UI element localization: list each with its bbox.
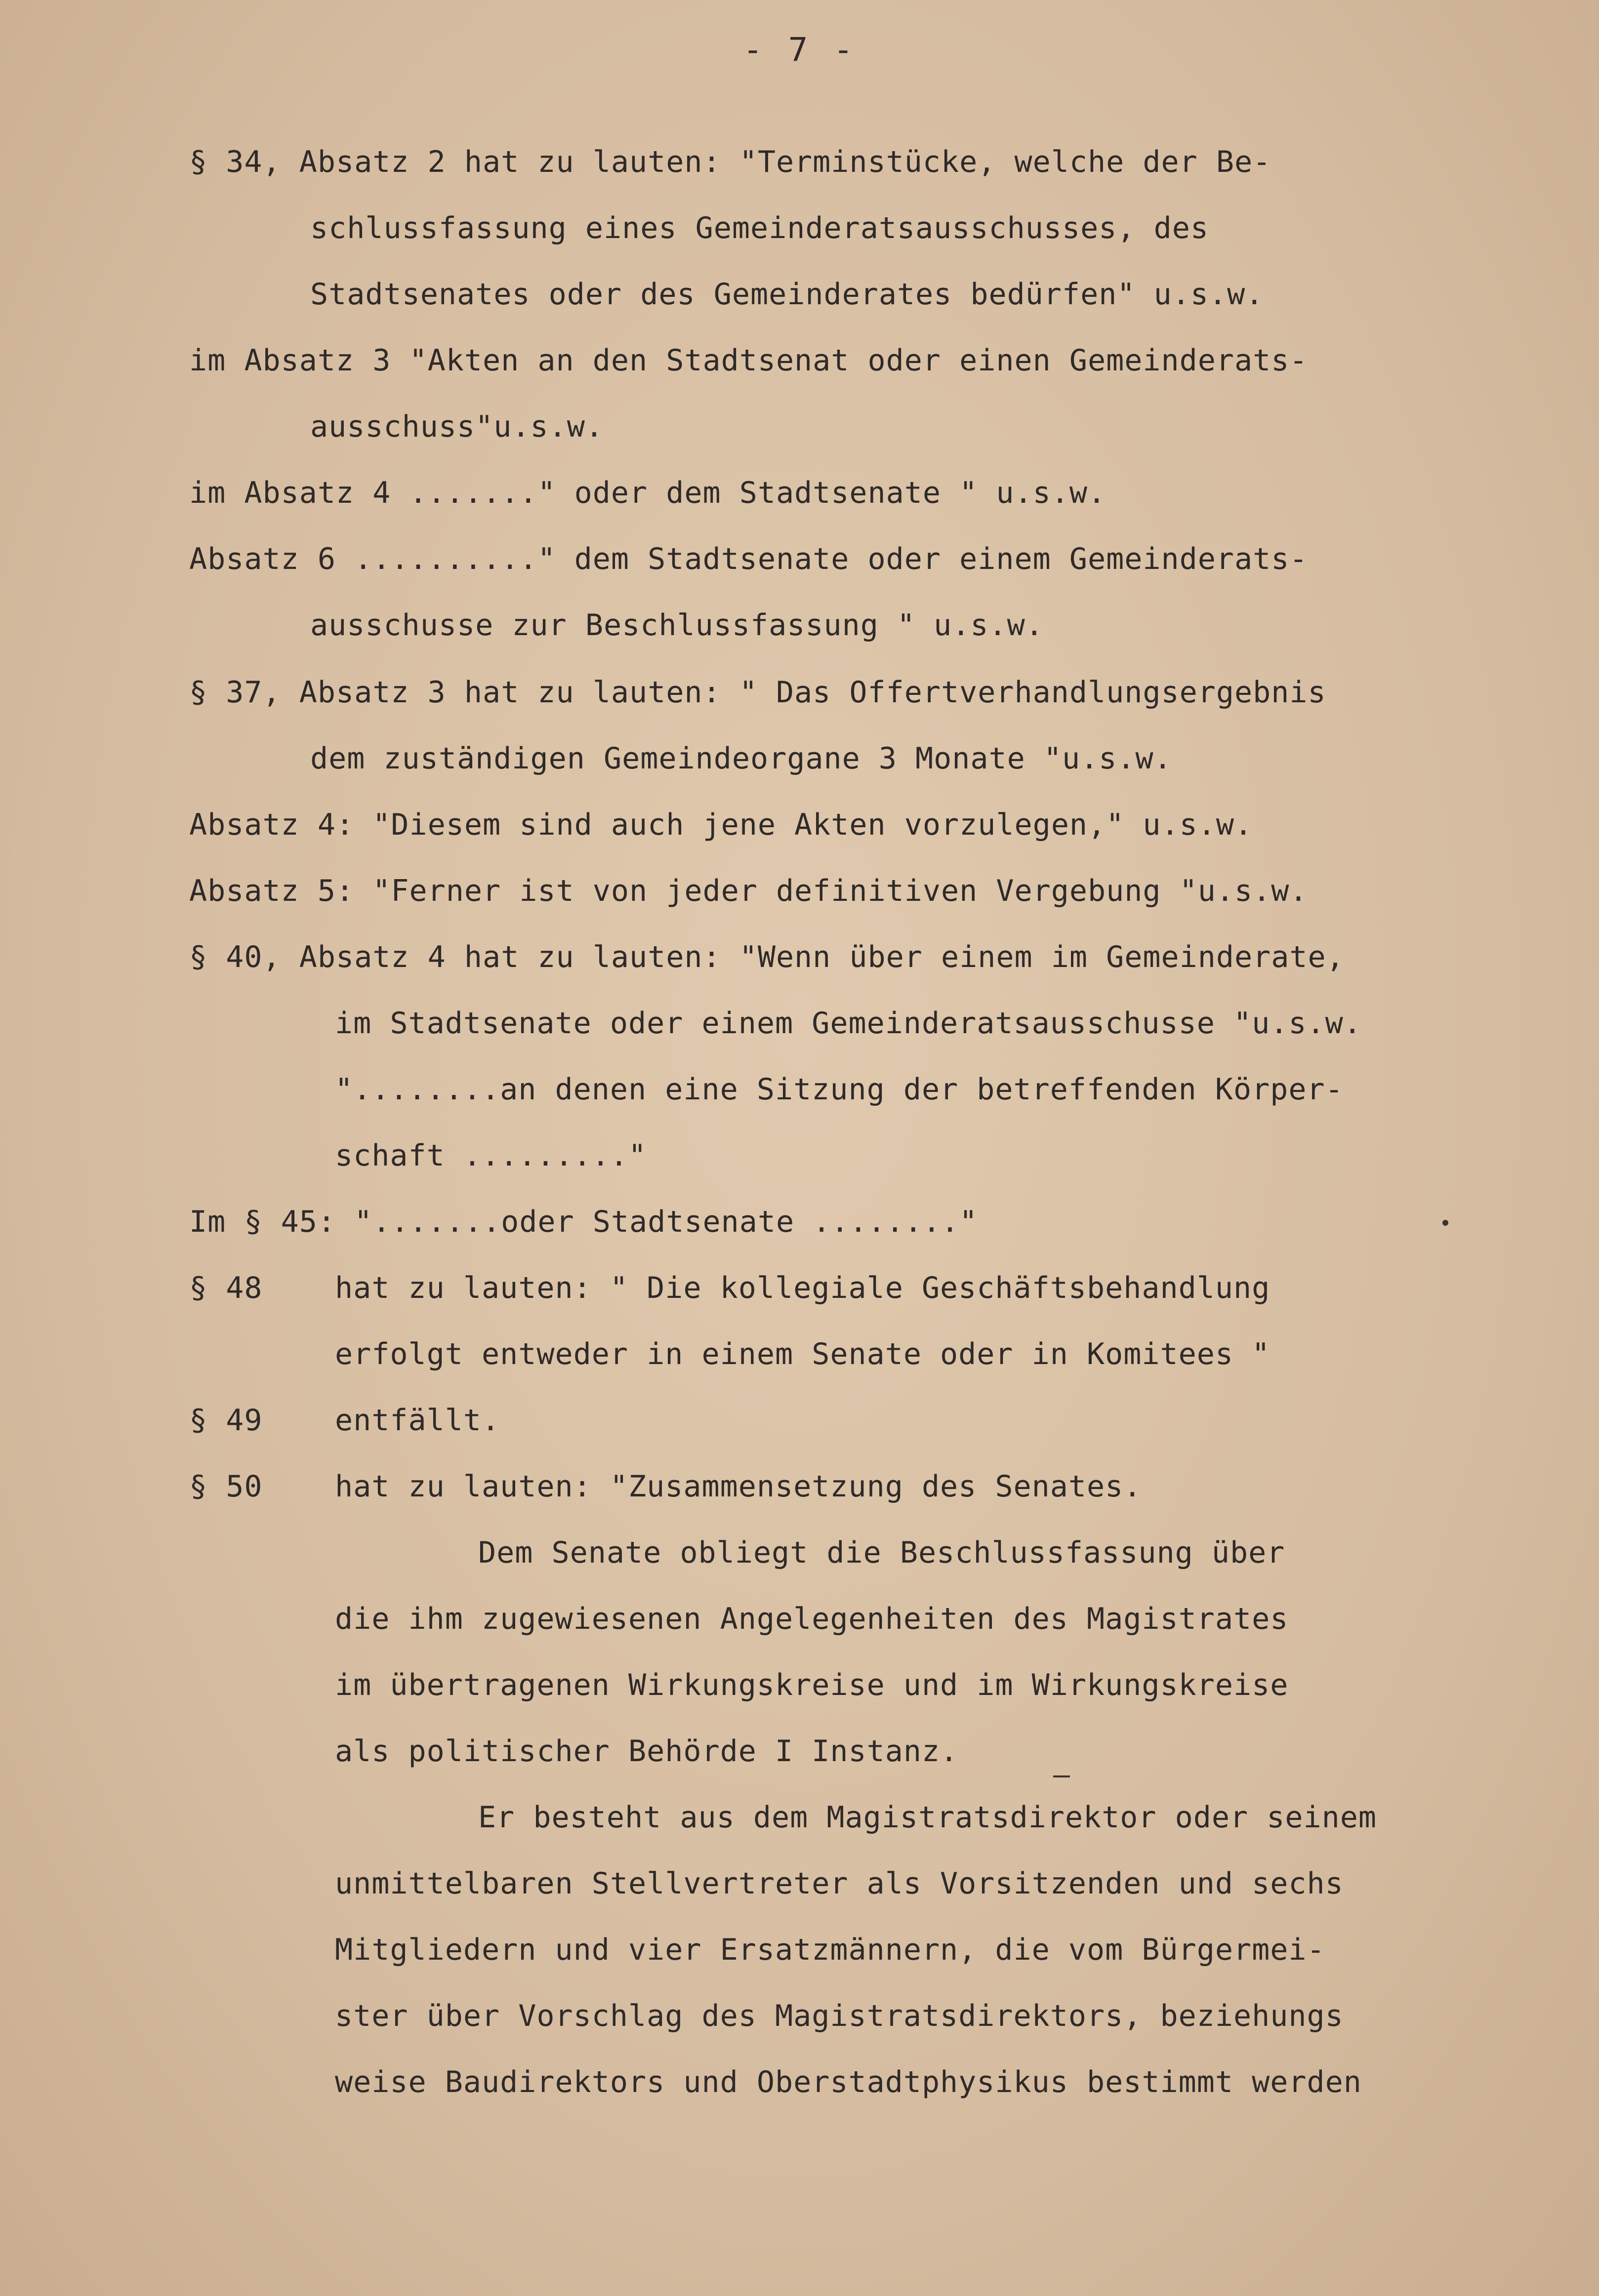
text-line: erfolgt entweder in einem Senate oder in Komitees " [335, 1337, 1271, 1371]
text-line: dem zuständigen Gemeindeorgane 3 Monate "u.s.w. [310, 741, 1172, 776]
text-line: die ihm zugewiesenen Angelegenheiten des Magistrates [335, 1602, 1289, 1636]
text-line: Er besteht aus dem Magistratsdirektor oder seinem [478, 1800, 1377, 1835]
text-line: § 40, Absatz 4 hat zu lauten: "Wenn über einem im Gemeinderate, [189, 940, 1345, 974]
section-label: § 50 [189, 1469, 263, 1504]
text-line: im Stadtsenate oder einem Gemeinderatsausschusse "u.s.w. [335, 1006, 1362, 1041]
text-line: Stadtsenates oder des Gemeinderates bedürfen" u.s.w. [310, 277, 1264, 312]
text-line: Absatz 4: "Diesem sind auch jene Akten vorzulegen," u.s.w. [189, 807, 1253, 842]
text-line: Dem Senate obliegt die Beschlussfassung über [478, 1535, 1285, 1570]
section-label: § 48 [189, 1271, 263, 1305]
text-line: hat zu lauten: " Die kollegiale Geschäftsbehandlung [335, 1271, 1271, 1305]
text-line: unmittelbaren Stellvertreter als Vorsitzenden und sechs [335, 1866, 1344, 1901]
section-label: § 49 [189, 1403, 263, 1438]
text-line: Mitgliedern und vier Ersatzmännern, die vom Bürgermei- [335, 1933, 1325, 1967]
ink-stroke [1053, 1775, 1070, 1777]
ink-dot [1442, 1220, 1448, 1226]
text-line: § 34, Absatz 2 hat zu lauten: "Terminstücke, welche der Be- [189, 145, 1271, 179]
text-line: weise Baudirektors und Oberstadtphysikus bestimmt werden [335, 2065, 1362, 2099]
text-line: § 37, Absatz 3 hat zu lauten: " Das Offertverhandlungsergebnis [189, 675, 1326, 710]
text-line: "........an denen eine Sitzung der betreffenden Körper- [335, 1072, 1344, 1107]
text-line: schaft ........." [335, 1138, 647, 1173]
text-line: im Absatz 3 "Akten an den Stadtsenat oder einen Gemeinderats- [189, 343, 1308, 378]
page-number: - 7 - [743, 31, 856, 69]
text-line: ausschusse zur Beschlussfassung " u.s.w. [310, 608, 1044, 643]
text-line: im Absatz 4 ......." oder dem Stadtsenate " u.s.w. [189, 476, 1107, 510]
text-line: im übertragenen Wirkungskreise und im Wirkungskreise [335, 1668, 1289, 1702]
text-line: Absatz 6 .........." dem Stadtsenate oder einem Gemeinderats- [189, 542, 1308, 576]
text-line: Absatz 5: "Ferner ist von jeder definitiven Vergebung "u.s.w. [189, 874, 1308, 908]
text-line: Im § 45: ".......oder Stadtsenate ........" [189, 1205, 978, 1239]
text-line: ster über Vorschlag des Magistratsdirektors, beziehungs [335, 1999, 1344, 2033]
text-line: entfällt. [335, 1403, 500, 1438]
text-line: als politischer Behörde I Instanz. [335, 1734, 959, 1769]
text-line: ausschuss"u.s.w. [310, 409, 604, 444]
text-line: schlussfassung eines Gemeinderatsausschusses, des [310, 211, 1209, 245]
text-line: hat zu lauten: "Zusammensetzung des Senates. [335, 1469, 1142, 1504]
